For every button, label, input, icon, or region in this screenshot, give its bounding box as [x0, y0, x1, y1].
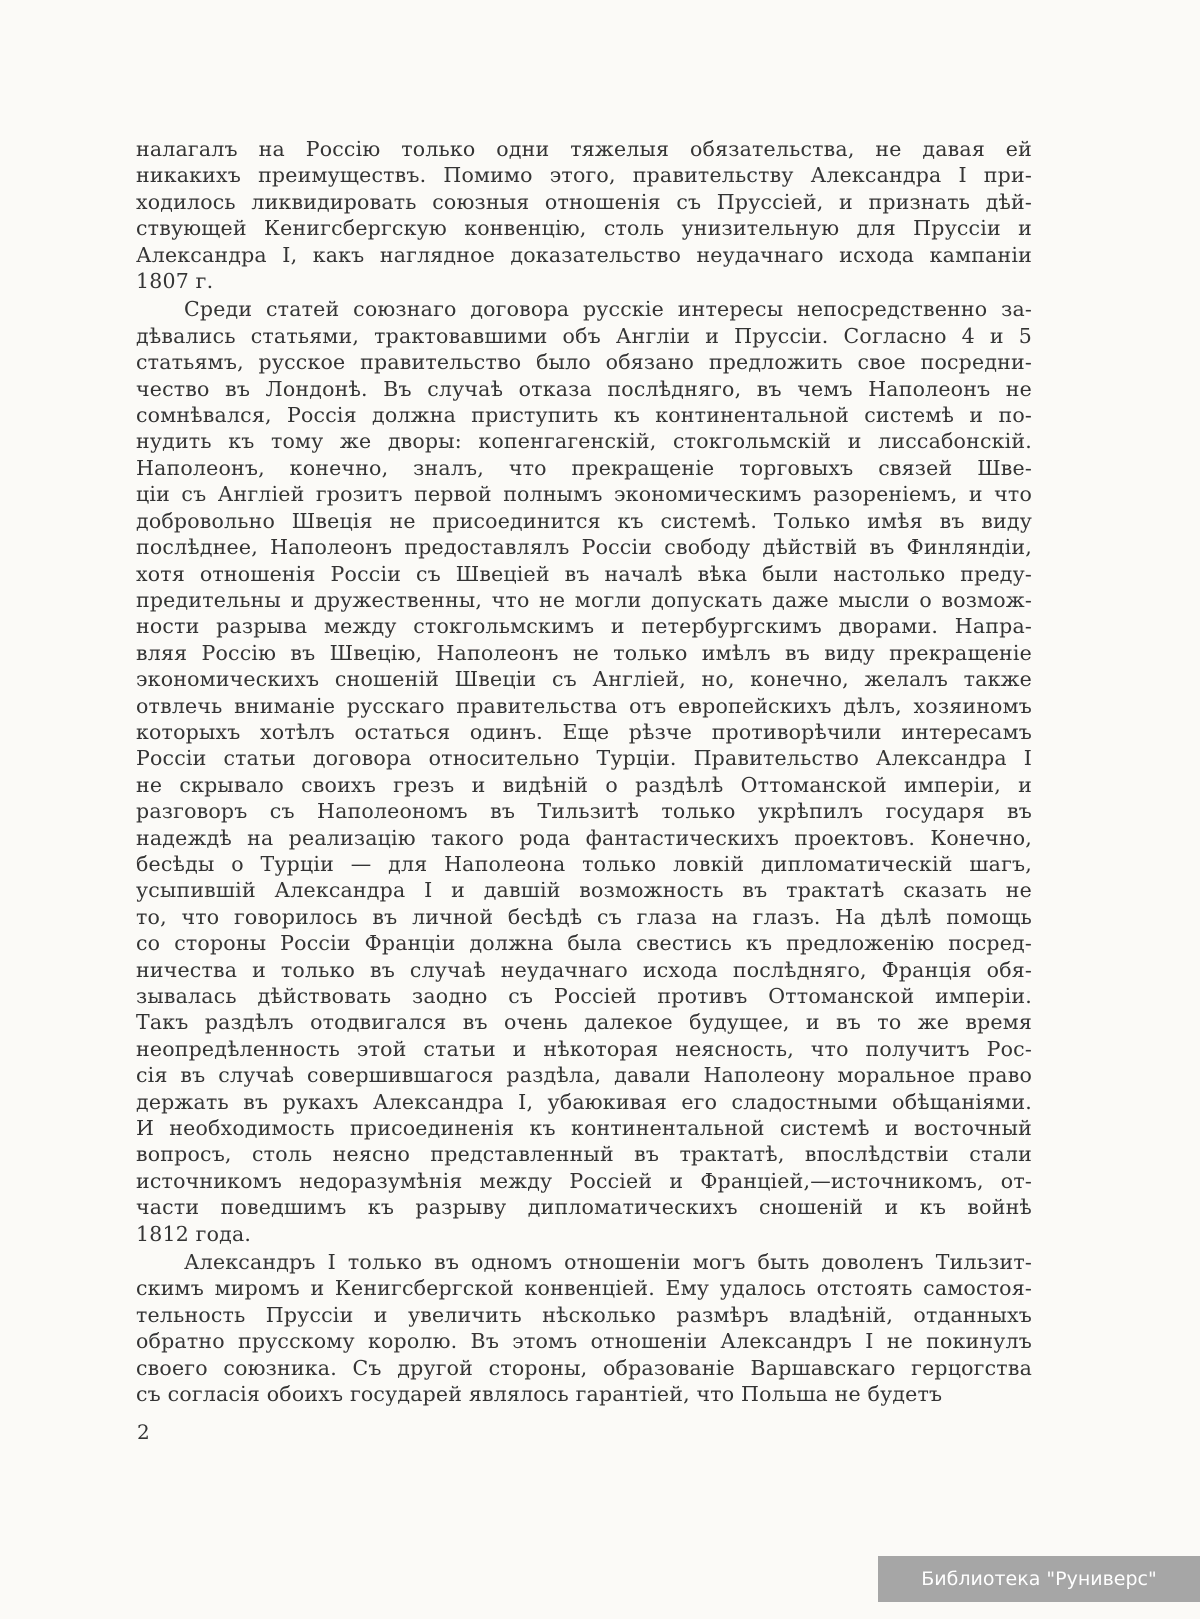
- text-line: источникомъ недоразумѣнія между Россіей и Франціей,—источникомъ, от-: [136, 1168, 1032, 1193]
- text-line: ціи съ Англіей грозитъ первой полнымъ экономическимъ разореніемъ, и что: [136, 482, 1032, 507]
- text-line: держать въ рукахъ Александра I, убаюкивая его сладостными обѣщаніями.: [136, 1089, 1032, 1114]
- text-line: которыхъ хотѣлъ остаться одинъ. Еще рѣзче противорѣчили интересамъ: [136, 719, 1032, 744]
- text-line: предительны и дружественны, что не могли допускать даже мысли о возмож-: [136, 587, 1032, 612]
- text-line: надеждѣ на реализацію такого рода фантастическихъ проектовъ. Конечно,: [136, 825, 1032, 850]
- paragraph: [136, 1249, 1032, 1407]
- text-line: то, что говорилось въ личной бесѣдѣ съ глаза на глазъ. На дѣлѣ помощь: [136, 904, 1032, 929]
- text-line: Среди статей союзнаго договора русскіе интересы непосредственно за-: [184, 297, 1032, 322]
- text-line: добровольно Швеція не присоединится къ системѣ. Только имѣя въ виду: [136, 508, 1032, 533]
- text-line: ствующей Кенигсбергскую конвенцію, столь унизительную для Пруссіи и: [136, 216, 1032, 241]
- page-text-block: [136, 136, 1032, 1410]
- text-line: скимъ миромъ и Кенигсбергской конвенціей. Ему удалось отстоять самостоя-: [136, 1276, 1032, 1301]
- text-line: 1807 г.: [136, 269, 214, 294]
- text-line: разговоръ съ Наполеономъ въ Тильзитѣ только укрѣпилъ государя въ: [136, 799, 1032, 824]
- text-line: дѣвались статьями, трактовавшими объ Англіи и Пруссіи. Согласно 4 и 5: [136, 323, 1032, 348]
- text-line: налагалъ на Россію только одни тяжелыя обязательства, не давая ей: [136, 137, 1032, 161]
- text-line: части поведшимъ къ разрыву дипломатическихъ сношеній и къ войнѣ: [136, 1195, 1032, 1220]
- text-line: Александръ I только въ одномъ отношеніи могъ быть доволенъ Тильзит-: [184, 1250, 1032, 1275]
- text-line: со стороны Россіи Франціи должна была свестись къ предложенію посред-: [136, 931, 1032, 956]
- text-line: ности разрыва между стокгольмскимъ и петербургскимъ дворами. Напра-: [136, 614, 1032, 639]
- text-line: никакихъ преимуществъ. Помимо этого, правительству Александра I при-: [136, 163, 1032, 188]
- text-line: статьямъ, русское правительство было обязано предложить свое посредни-: [136, 350, 1032, 375]
- text-line: своего союзника. Съ другой стороны, образованіе Варшавскаго герцогства: [136, 1355, 1032, 1380]
- text-line: И необходимость присоединенія къ континентальной системѣ и восточный: [136, 1116, 1032, 1141]
- text-line: ходилось ликвидировать союзныя отношенія съ Пруссіей, и признать дѣй-: [136, 189, 1032, 214]
- text-line: отвлечь вниманіе русскаго правительства отъ европейскихъ дѣлъ, хозяиномъ: [136, 693, 1032, 718]
- text-line: сомнѣвался, Россія должна приступить къ континентальной системѣ и по-: [136, 403, 1032, 428]
- text-line: хотя отношенія Россіи съ Швеціей въ началѣ вѣка были настолько преду-: [136, 561, 1032, 586]
- text-line: Александра I, какъ наглядное доказательство неудачнаго исхода кампаніи: [136, 242, 1032, 267]
- text-line: ничества и только въ случаѣ неудачнаго исхода послѣдняго, Франція обя-: [136, 957, 1032, 982]
- text-line: Наполеонъ, конечно, зналъ, что прекращеніе торговыхъ связей Шве-: [136, 455, 1032, 480]
- text-line: не скрывало своихъ грезъ и видѣній о раздѣлѣ Оттоманской имперіи, и: [136, 772, 1032, 797]
- text-line: вопросъ, столь неясно представленный въ трактатѣ, впослѣдствіи стали: [136, 1142, 1032, 1167]
- paragraph: [136, 296, 1032, 1247]
- text-line: нудить къ тому же дворы: копенгагенскій, стокгольмскій и лиссабонскій.: [136, 429, 1032, 454]
- text-line: 1812 года.: [136, 1221, 252, 1246]
- text-line: обратно прусскому королю. Въ этомъ отношеніи Александръ I не покинулъ: [136, 1329, 1032, 1354]
- text-line: чество въ Лондонѣ. Въ случаѣ отказа послѣдняго, въ чемъ Наполеонъ не: [136, 376, 1032, 401]
- library-watermark: [878, 1556, 1200, 1602]
- paragraph: [136, 136, 1032, 294]
- text-line: тельность Пруссіи и увеличить нѣсколько размѣръ владѣній, отданныхъ: [136, 1302, 1032, 1327]
- text-line: неопредѣленность этой статьи и нѣкоторая неясность, что получитъ Рос-: [136, 1036, 1032, 1061]
- text-line: зывалась дѣйствовать заодно съ Россіей противъ Оттоманской имперіи.: [136, 984, 1032, 1008]
- text-line: усыпившій Александра I и давшій возможность въ трактатѣ сказать не: [136, 878, 1032, 903]
- text-line: Такъ раздѣлъ отодвигался въ очень далекое будущее, и въ то же время: [136, 1010, 1032, 1035]
- text-line: бесѣды о Турціи — для Наполеона только ловкій дипломатическій шагъ,: [136, 851, 1032, 876]
- watermark-label: Библиотека "Руниверс": [921, 1568, 1157, 1590]
- text-line: вляя Россію въ Швецію, Наполеонъ не только имѣлъ въ виду прекращеніе: [136, 640, 1032, 665]
- text-line: Россіи статьи договора относительно Турціи. Правительство Александра I: [136, 746, 1032, 771]
- text-line: послѣднее, Наполеонъ предоставлялъ Россіи свободу дѣйствій въ Финляндіи,: [136, 535, 1032, 560]
- text-line: сія въ случаѣ совершившагося раздѣла, давали Наполеону моральное право: [136, 1063, 1032, 1088]
- text-line: экономическихъ сношеній Швеціи съ Англіей, но, конечно, желалъ также: [136, 667, 1032, 692]
- text-line: съ согласія обоихъ государей являлось гарантіей, что Польша не будетъ: [136, 1382, 943, 1407]
- page-number: 2: [137, 1420, 150, 1444]
